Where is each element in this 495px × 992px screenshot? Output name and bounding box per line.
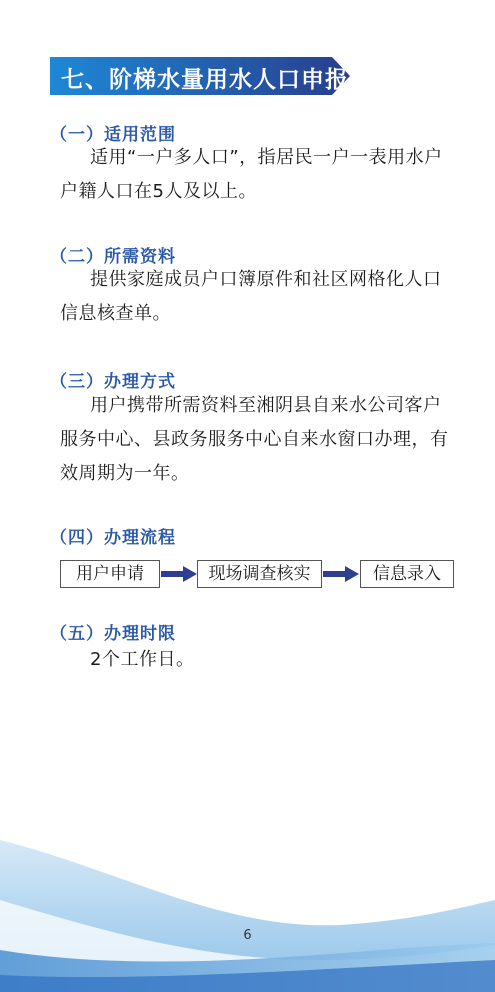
paragraph-materials: 提供家庭成员户口簿原件和社区网格化人口信息核查单。 bbox=[60, 269, 442, 324]
paragraph-method: 用户携带所需资料至湘阴县自来水公司客户服务中心、县政务服务中心自来水窗口办理，有效周期为一年。 bbox=[60, 395, 449, 484]
heading-materials: （二）所需资料 bbox=[50, 247, 176, 267]
process-flowchart bbox=[60, 560, 460, 590]
flow-step-record: 信息录入 bbox=[360, 560, 454, 588]
heading-scope: （一）适用范围 bbox=[50, 125, 176, 145]
paragraph-time-limit: 2个工作日。 bbox=[90, 649, 195, 670]
section-title-banner bbox=[50, 57, 350, 95]
page-number: 6 bbox=[243, 928, 252, 943]
heading-method: （三）办理方式 bbox=[50, 372, 176, 392]
heading-time-limit: （五）办理时限 bbox=[50, 624, 176, 644]
heading-process: （四）办理流程 bbox=[50, 528, 176, 548]
flow-step-apply: 用户申请 bbox=[60, 560, 160, 588]
section-title: 七、阶梯水量用水人口申报 bbox=[61, 67, 349, 93]
arrow-right-icon bbox=[323, 566, 359, 582]
arrow-right-icon bbox=[161, 566, 197, 582]
decorative-wave-footer bbox=[0, 810, 495, 992]
paragraph-scope: 适用“一户多人口”，指居民一户一表用水户户籍人口在5人及以上。 bbox=[60, 147, 443, 202]
flow-step-verify: 现场调查核实 bbox=[197, 560, 322, 588]
